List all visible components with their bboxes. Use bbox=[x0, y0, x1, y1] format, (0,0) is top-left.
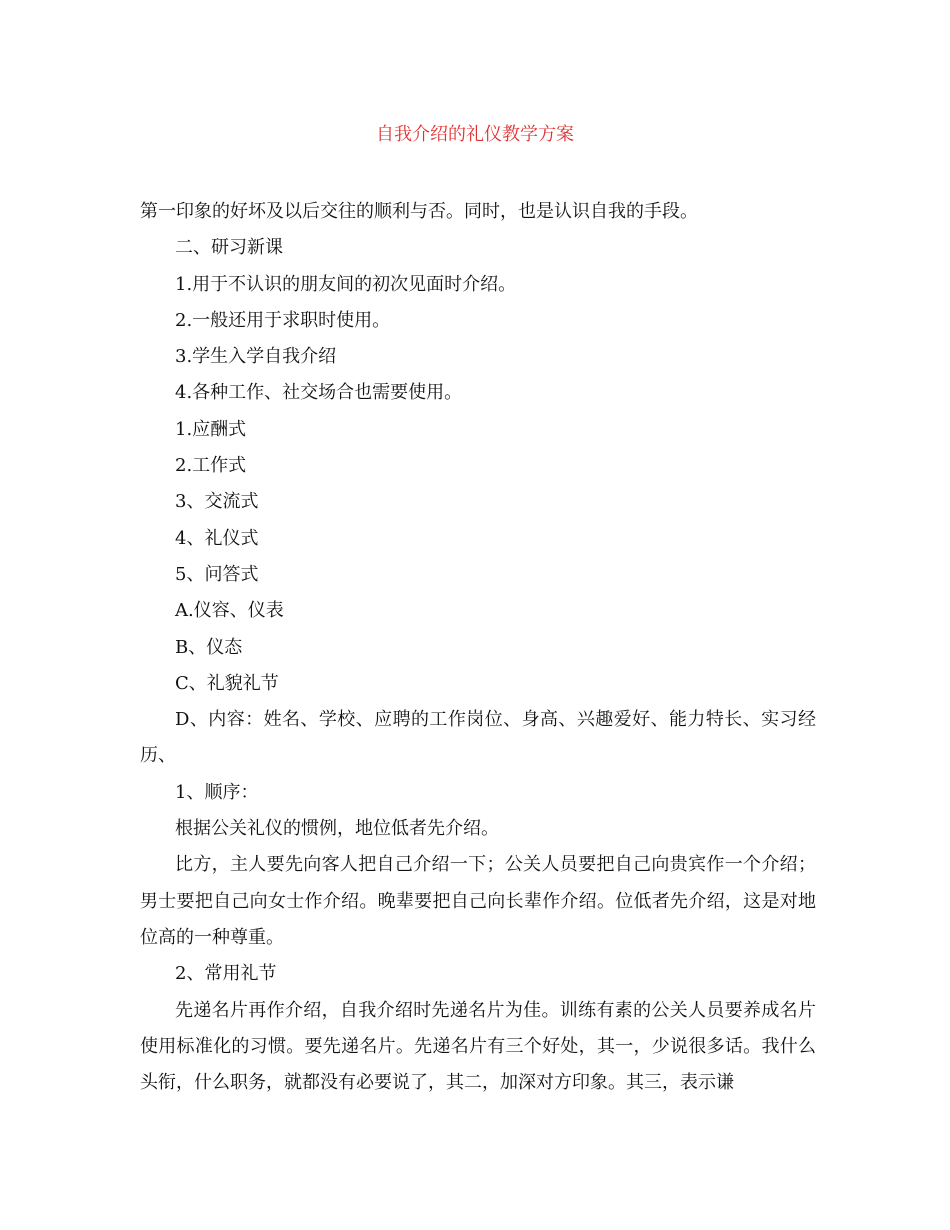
list-item: 1.用于不认识的朋友间的初次见面时介绍。 bbox=[175, 273, 517, 295]
section-heading: 1、顺序： bbox=[175, 781, 259, 803]
section-heading: 2、常用礼节 bbox=[175, 963, 277, 985]
list-item: 4.各种工作、社交场合也需要使用。 bbox=[175, 382, 463, 404]
paragraph-content: D、内容：姓名、学校、应聘的工作岗位、身高、兴趣爱好、能力特长、实习经历、 bbox=[140, 709, 816, 767]
paragraph-business-card: 先递名片再作介绍，自我介绍时先递名片为佳。训练有素的公关人员要养成名片使用标准化的习惯。要先递名片。先递名片有三个好处，其一，少说很多话。我什么头衔，什么职务，就都没有必要说了，其二，加深对方印象。其三，表示谦 bbox=[140, 999, 816, 1094]
list-item: 3.学生入学自我介绍 bbox=[175, 346, 337, 368]
section-heading: 二、研习新课 bbox=[175, 237, 283, 259]
document-body bbox=[140, 194, 816, 1101]
list-item: 2.工作式 bbox=[175, 455, 247, 477]
list-item: 2.一般还用于求职时使用。 bbox=[175, 309, 391, 331]
list-item: 1.应酬式 bbox=[175, 418, 247, 440]
paragraph-intro: 第一印象的好坏及以后交往的顺利与否。同时，也是认识自我的手段。 bbox=[140, 201, 698, 222]
list-item: C、礼貌礼节 bbox=[175, 672, 279, 694]
paragraph-example: 比方，主人要先向客人把自己介绍一下；公关人员要把自己向贵宾作一个介绍；男士要把自己向女士作介绍。晚辈要把自己向长辈作介绍。位低者先介绍，这是对地位高的一种尊重。 bbox=[140, 854, 816, 948]
list-item: B、仪态 bbox=[175, 636, 243, 658]
paragraph: 根据公关礼仪的惯例，地位低者先介绍。 bbox=[175, 818, 499, 840]
document-title: 自我介绍的礼仪教学方案 bbox=[376, 124, 574, 145]
list-item: 3、交流式 bbox=[175, 491, 259, 513]
list-item: A.仪容、仪表 bbox=[175, 600, 284, 622]
list-item: 4、礼仪式 bbox=[175, 527, 259, 549]
list-item: 5、问答式 bbox=[175, 563, 259, 585]
